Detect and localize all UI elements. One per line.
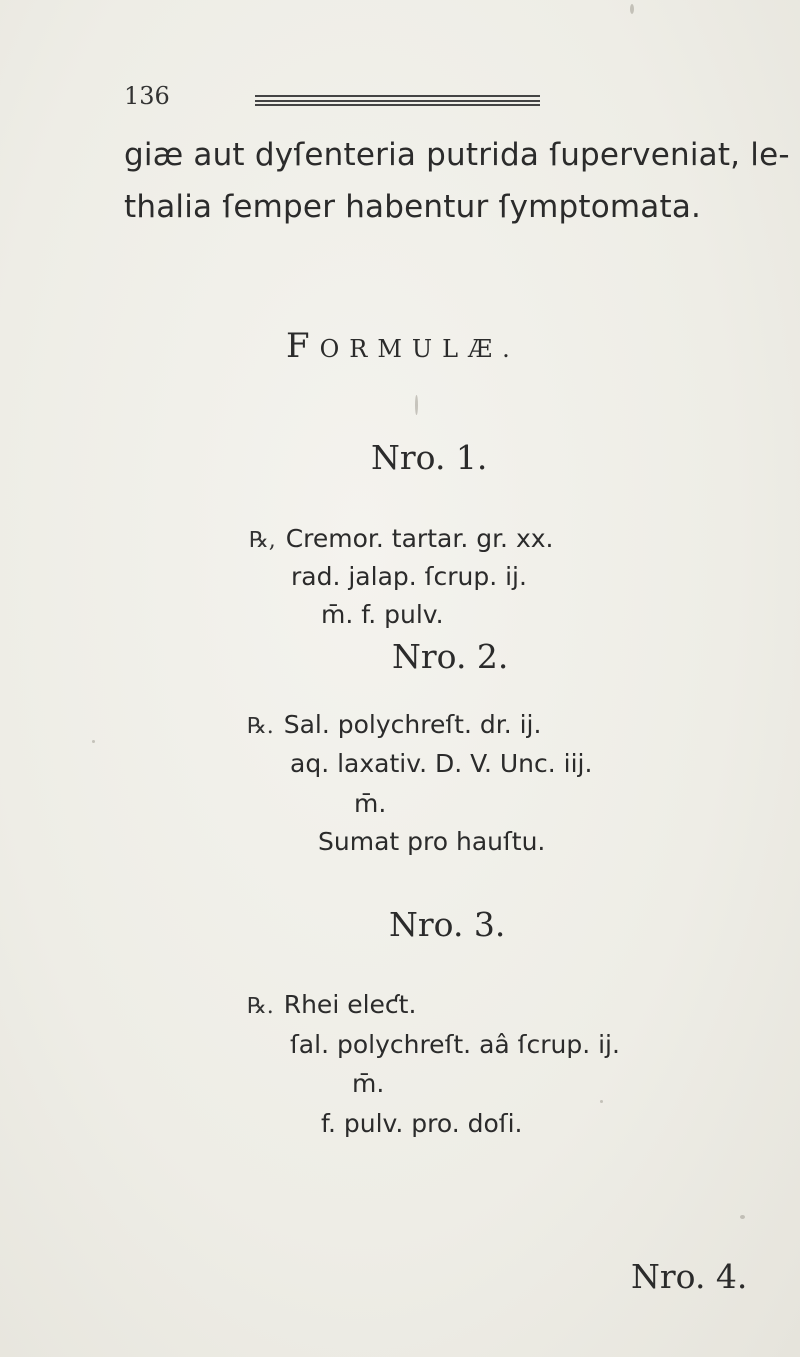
paper-speck (630, 4, 634, 14)
formula-1-number: Nro. 1. (371, 438, 488, 477)
formula-2-ingredient-1: Sal. polychreſt. dr. ij. (283, 710, 542, 739)
body-text-line-2: thalia ſemper habentur ſymptomata. (124, 189, 702, 225)
catchword: Nro. 4. (631, 1257, 748, 1296)
formula-2-line-4: Sumat pro hauſtu. (318, 827, 546, 856)
formula-3-line-4: f. pulv. pro. doſi. (321, 1109, 523, 1138)
section-heading (286, 326, 520, 366)
recipe-symbol: ℞. (247, 994, 274, 1019)
paper-speck (92, 740, 95, 743)
formula-1-line-2: rad. jalap. ſcrup. ij. (291, 562, 527, 591)
formula-3-line-2: ſal. polychreſt. aâ ſcrup. ij. (290, 1030, 620, 1059)
section-heading-rest: ORMULÆ. (319, 335, 520, 363)
section-heading-initial: F (286, 326, 320, 366)
formula-1-line-1 (249, 524, 554, 553)
paper-speck (415, 395, 418, 415)
formula-2-line-1 (247, 710, 541, 739)
formula-1-line-3: m̄. f. pulv. (321, 600, 444, 629)
formula-3-ingredient-1: Rhei eleƈt. (283, 990, 417, 1019)
recipe-symbol: ℞. (247, 714, 274, 739)
body-text-line-1: giæ aut dyſenteria putrida ſuperveniat, le- (124, 137, 790, 173)
formula-3-line-1 (247, 990, 416, 1019)
formula-2-number: Nro. 2. (392, 637, 509, 676)
recipe-symbol: ℞, (249, 528, 276, 553)
paper-speck (740, 1215, 745, 1219)
page-number: 136 (124, 82, 170, 110)
formula-2-line-3: m̄. (354, 789, 387, 818)
header-rule (255, 95, 540, 105)
formula-3-number: Nro. 3. (389, 905, 506, 944)
formula-2-line-2: aq. laxativ. D. V. Unc. iij. (290, 749, 593, 778)
paper-speck (600, 1100, 603, 1103)
formula-3-line-3: m̄. (352, 1069, 385, 1098)
formula-1-ingredient-1: Cremor. tartar. gr. xx. (285, 524, 554, 553)
